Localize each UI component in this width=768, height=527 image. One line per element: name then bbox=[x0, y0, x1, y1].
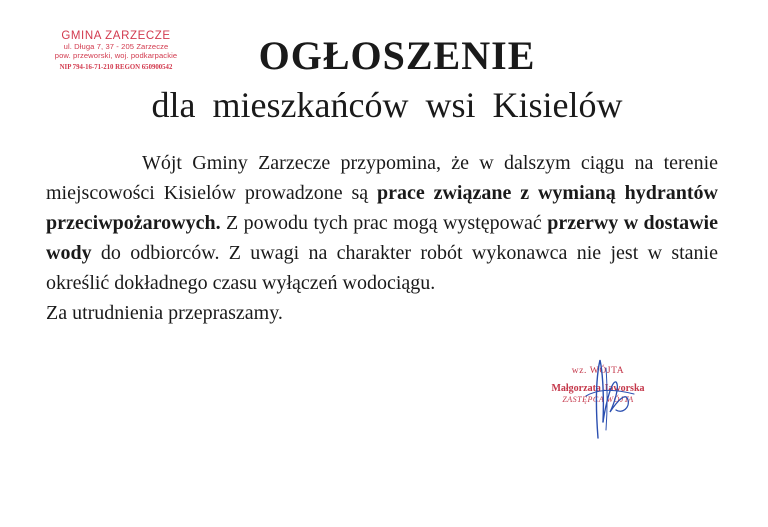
stamp-region: pow. przeworski, woj. podkarpackie bbox=[54, 50, 178, 60]
body-text: Wójt Gminy Zarzecze przypomina, że w dalszym ciągu na terenie miejscowości Kisielów prowadzone są bbox=[46, 152, 718, 204]
signature-name: Małgorzata Jaworska bbox=[551, 383, 645, 395]
stamp-municipality-name: GMINA ZARZECZE bbox=[61, 30, 171, 42]
body-text: Z powodu tych prac mogą występować bbox=[220, 212, 548, 234]
announcement-title: OGŁOSZENIE bbox=[258, 33, 536, 78]
stamp-nip-regon: NIP 794-16-71-210 REGON 650900542 bbox=[59, 63, 173, 71]
closing-line: Za utrudnienia przepraszamy. bbox=[46, 302, 283, 324]
body-text: do odbiorców. Z uwagi na charakter robót wykonawca nie jest w stanie określić dokładnego czasu wyłączeń wodociągu. bbox=[46, 242, 718, 294]
body-bold-works: prace związane z wymianą hydrantów przeciwpożarowych. bbox=[46, 182, 718, 234]
stamp-address: ul. Długa 7, 37 - 205 Zarzecze bbox=[63, 42, 169, 52]
announcement-paragraph bbox=[46, 148, 718, 298]
signature-role: wz. WÓJTA bbox=[571, 366, 625, 376]
body-bold-water-interruptions: przerwy w dostawie wody bbox=[46, 212, 718, 264]
announcement-subtitle: dla mieszkańców wsi Kisielów bbox=[151, 85, 623, 125]
announcement-body bbox=[46, 148, 718, 328]
signature-title: ZASTĘPCA WÓJTA bbox=[562, 395, 634, 405]
handwritten-signature bbox=[576, 352, 646, 444]
